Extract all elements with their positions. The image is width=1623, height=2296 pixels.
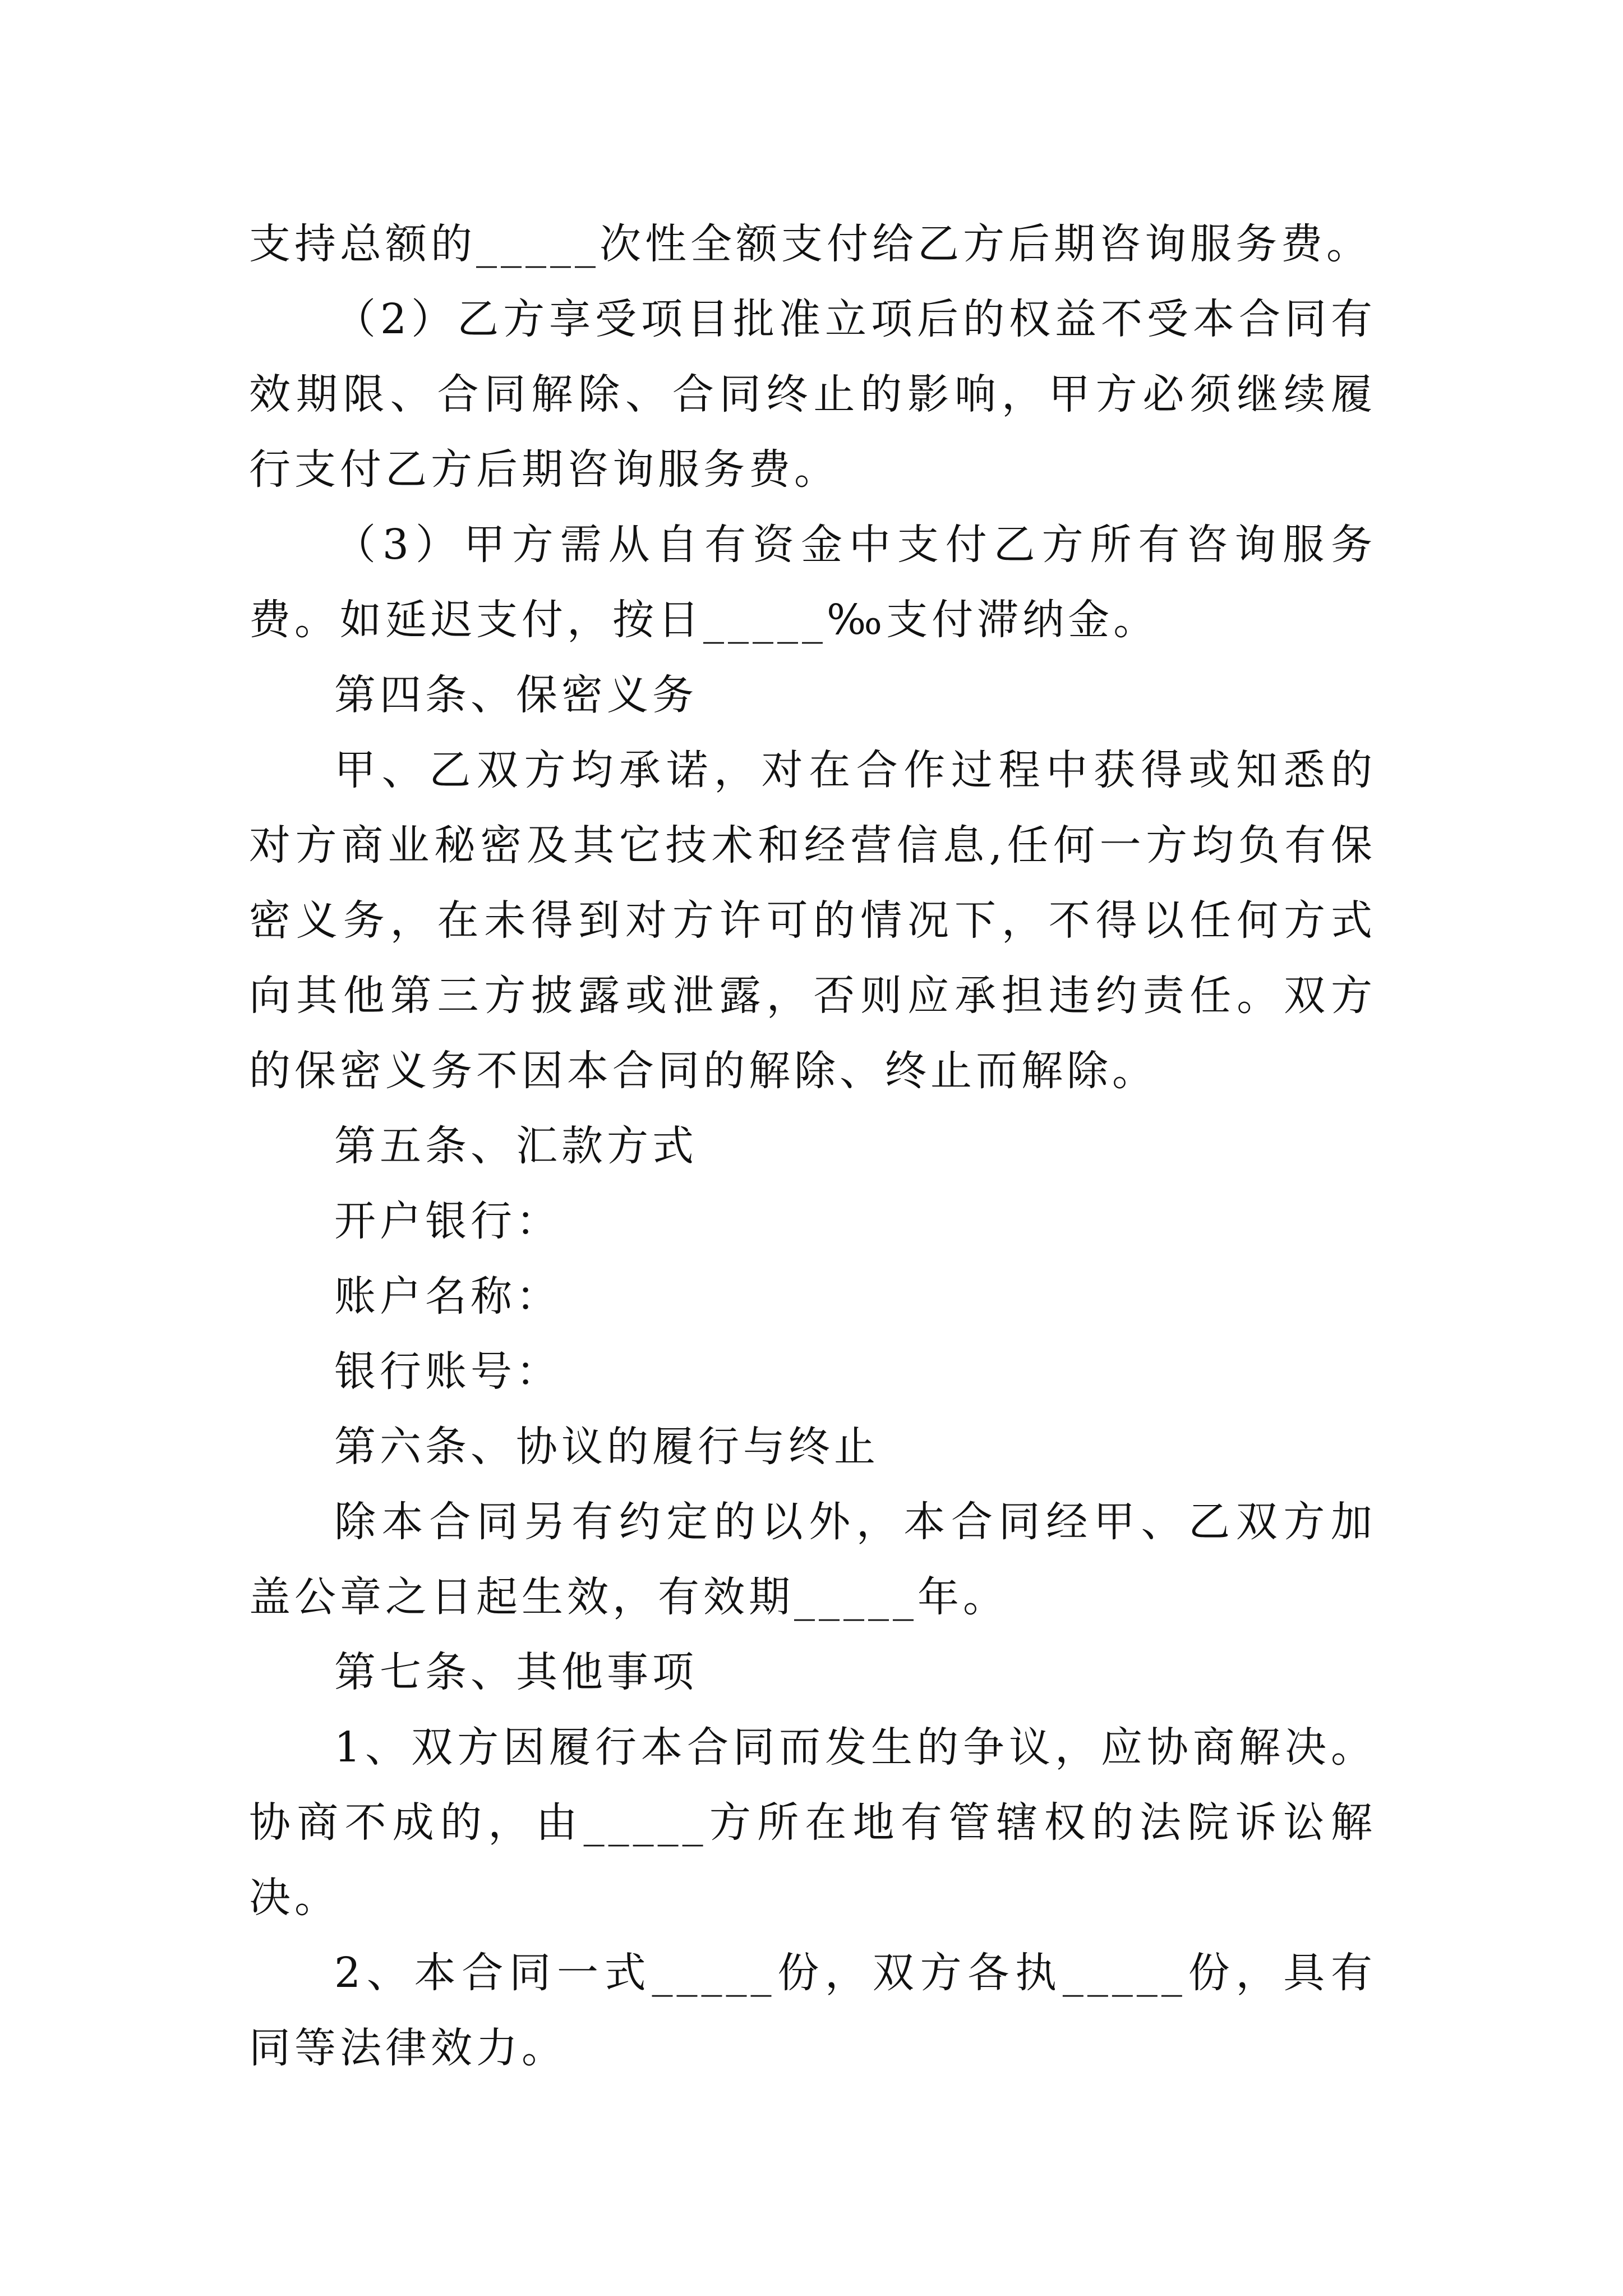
- clause-3-3: （3）甲方需从自有资金中支付乙方所有咨询服务费。如延迟支付，按日_____‰支付滞纳金。: [249, 521, 1376, 644]
- account-name-line: 账户名称：: [334, 1272, 561, 1320]
- clause-3-2: （2）乙方享受项目批准立项后的权益不受本合同有效期限、合同解除、合同终止的影响，甲方必须继续履行支付乙方后期咨询服务费。: [249, 295, 1376, 494]
- paragraph-continuation: 支持总额的_____次性全额支付给乙方后期咨询服务费。: [249, 220, 1372, 268]
- heading-article-5: 第五条、汇款方式: [334, 1122, 698, 1170]
- article-6-body: 除本合同另有约定的以外，本合同经甲、乙双方加盖公章之日起生效，有效期_____年。: [249, 1498, 1376, 1621]
- document-body: [249, 206, 1376, 2086]
- article-7-item-2: 2、本合同一式_____份，双方各执_____份，具有同等法律效力。: [249, 1949, 1376, 2072]
- article-4-body: 甲、乙双方均承诺，对在合作过程中获得或知悉的对方商业秘密及其它技术和经营信息,任何一方均负有保密义务，在未得到对方许可的情况下，不得以任何方式向其他第三方披露或泄露，否则应承担违约责任。双方的保密义务不因本合同的解除、终止而解除。: [249, 746, 1376, 1095]
- heading-article-7: 第七条、其他事项: [334, 1648, 698, 1696]
- heading-article-4: 第四条、保密义务: [334, 671, 698, 719]
- bank-name-line: 开户银行：: [334, 1197, 561, 1245]
- account-number-line: 银行账号：: [334, 1347, 561, 1396]
- article-7-item-1: 1、双方因履行本合同而发生的争议，应协商解决。协商不成的，由_____方所在地有管辖权的法院诉讼解决。: [249, 1723, 1376, 1922]
- heading-article-6: 第六条、协议的履行与终止: [334, 1423, 879, 1471]
